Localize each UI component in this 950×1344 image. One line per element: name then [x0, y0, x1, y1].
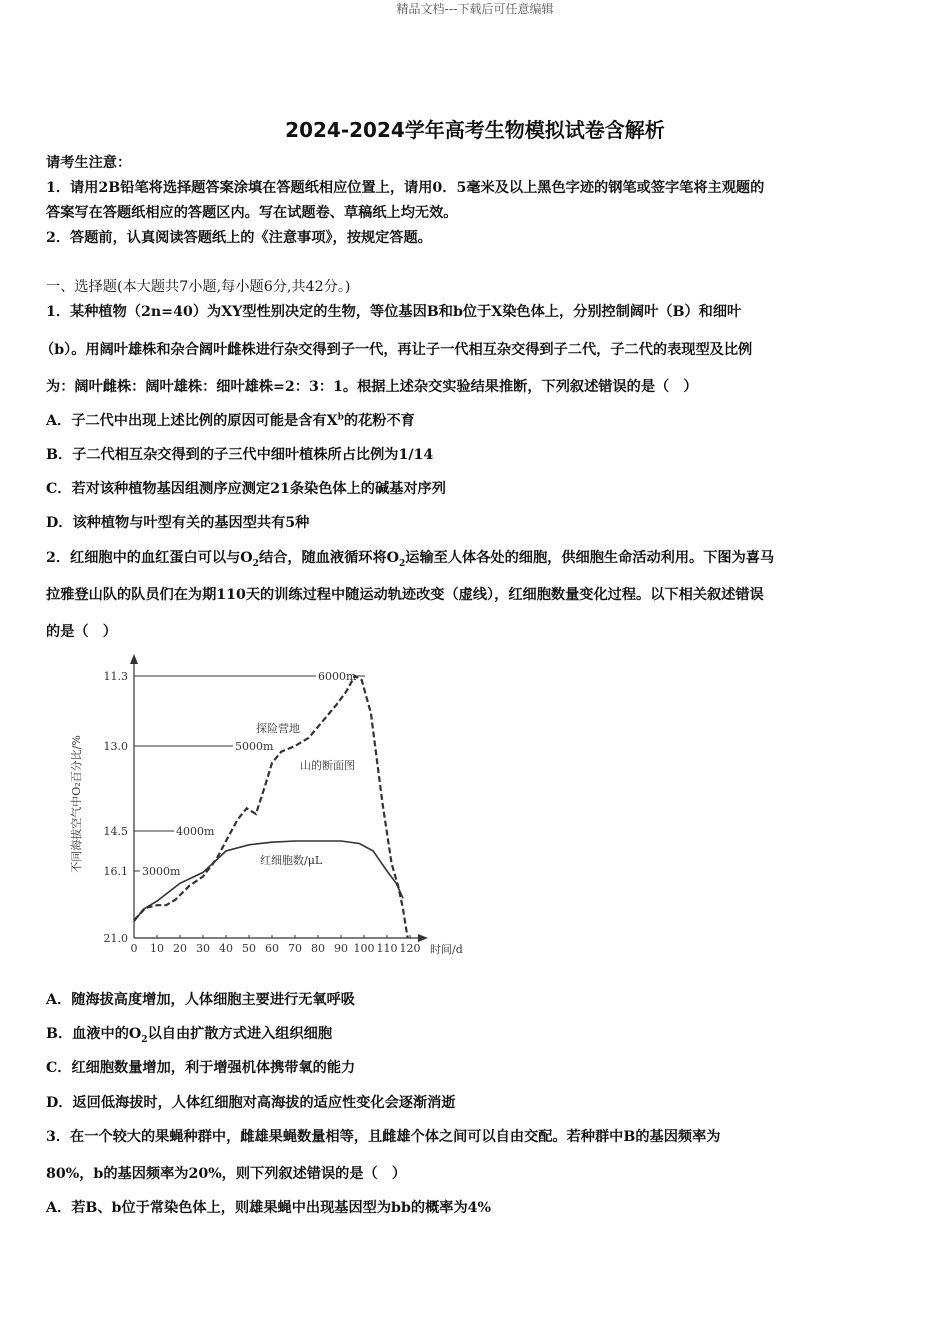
altitude-label: 4000m [176, 825, 215, 838]
x-tick-label: 10 [150, 942, 164, 955]
q1-option-b: B．子二代相互杂交得到的子三代中细叶植株所占比例为1/14 [46, 447, 434, 463]
x-tick-label: 120 [399, 942, 421, 955]
altitude-rbc-chart [60, 648, 490, 960]
x-tick-label: 30 [196, 942, 210, 955]
x-tick-label: 80 [311, 942, 325, 955]
q3-stem-1: 3．在一个较大的果蝇种群中，雌雄果蝇数量相等，且雌雄个体之间可以自由交配。若种群中B的基因频率为 [46, 1129, 721, 1145]
y-axis-label: 不同海拔空气中O₂百分比/% [70, 735, 83, 873]
chart-axes [130, 654, 428, 942]
y-tick-label: 16.1 [103, 865, 128, 878]
q1-option-c: C．若对该种植物基因组测序应测定21条染色体上的碱基对序列 [46, 481, 446, 497]
y-tick-label: 13.0 [103, 740, 128, 753]
altitude-label: 3000m [142, 865, 181, 878]
page-header: 精品文档---下载后可任意编辑 [396, 2, 554, 16]
annotation-rbc: 红细胞数/μL [260, 854, 323, 867]
x-tick-label: 0 [130, 942, 138, 955]
q1-option-d: D．该种植物与叶型有关的基因型共有5种 [46, 515, 310, 531]
x-axis-arrow [418, 934, 428, 942]
q1-stem-2: （b）。用阔叶雄株和杂合阔叶雌株进行杂交得到子一代，再让子一代相互杂交得到子二代，子二代的表现型及比例 [40, 342, 753, 358]
x-tick-label: 50 [242, 942, 256, 955]
x-tick-label: 90 [334, 942, 348, 955]
notice-item-1a: 1．请用2B铅笔将选择题答案涂填在答题纸相应位置上，请用0．5毫米及以上黑色字迹的钢笔或签字笔将主观题的 [46, 180, 765, 196]
altitude-label: 6000m [318, 670, 357, 683]
paper-title: 2024-2024学年高考生物模拟试卷含解析 [285, 118, 665, 142]
altitude-label: 5000m [235, 740, 274, 753]
y-tick-label: 14.5 [103, 825, 128, 838]
q2-stem-2: 拉雅登山队的队员们在为期110天的训练过程中随运动轨迹改变（虚线），红细胞数量变化过程。以下相关叙述错误 [46, 587, 764, 603]
q2-option-c: C．红细胞数量增加，利于增强机体携带氧的能力 [46, 1060, 356, 1076]
notice-heading: 请考生注意： [46, 155, 132, 171]
annotation-camp: 探险营地 [256, 722, 300, 735]
y-axis-arrow [130, 654, 138, 664]
q3-option-a: A．若B、b位于常染色体上，则雄果蝇中出现基因型为bb的概率为4% [46, 1200, 491, 1216]
series-mountain-profile [134, 676, 408, 938]
chart-ticks [104, 670, 421, 955]
q1-stem-1: 1．某种植物（2n=40）为XY型性别决定的生物，等位基因B和b位于X染色体上，分别控制阔叶（B）和细叶 [46, 304, 742, 320]
x-tick-label: 20 [173, 942, 187, 955]
q2-option-b: B．血液中的$O_2$以自由扩散方式进入组织细胞 [46, 1026, 333, 1045]
q1-stem-3: 为：阔叶雌株：阔叶雄株：细叶雄株=2：3：1。根据上述杂交实验结果推断，下列叙述错误的是（ ） [46, 379, 698, 395]
y-tick-label: 11.3 [103, 670, 128, 683]
q2-option-d: D．返回低海拔时，人体红细胞对高海拔的适应性变化会逐渐消逝 [46, 1095, 456, 1111]
notice-item-1b: 答案写在答题纸相应的答题区内。写在试题卷、草稿纸上均无效。 [46, 205, 458, 221]
notice-item-2: 2．答题前，认真阅读答题纸上的《注意事项》，按规定答题。 [46, 230, 432, 246]
q2-option-a: A．随海拔高度增加，人体细胞主要进行无氧呼吸 [46, 992, 355, 1008]
x-tick-label: 110 [376, 942, 398, 955]
y-tick-label: 21.0 [103, 932, 128, 945]
x-tick-label: 40 [219, 942, 233, 955]
q1-option-a: A．子二代中出现上述比例的原因可能是含有$X^b$的花粉不育 [46, 412, 415, 429]
x-tick-label: 70 [288, 942, 302, 955]
annotation-mountain-profile: 山的断面图 [300, 759, 355, 772]
x-tick-label: 100 [353, 942, 375, 955]
q2-stem-3: 的是（ ） [46, 624, 117, 640]
altitude-guides [134, 670, 365, 878]
section-heading: 一、选择题(本大题共7小题,每小题6分,共42分。) [46, 279, 351, 295]
x-axis-label: 时间/d [430, 943, 463, 956]
x-tick-label: 60 [265, 942, 279, 955]
q2-stem-1: 2．红细胞中的血红蛋白可以与$O_2$结合，随血液循环将$O_2$运输至人体各处的细胞，供细胞生命活动利用。下图为喜马 [46, 550, 775, 569]
q3-stem-2: 80%，b的基因频率为20%，则下列叙述错误的是（ ） [46, 1166, 407, 1182]
